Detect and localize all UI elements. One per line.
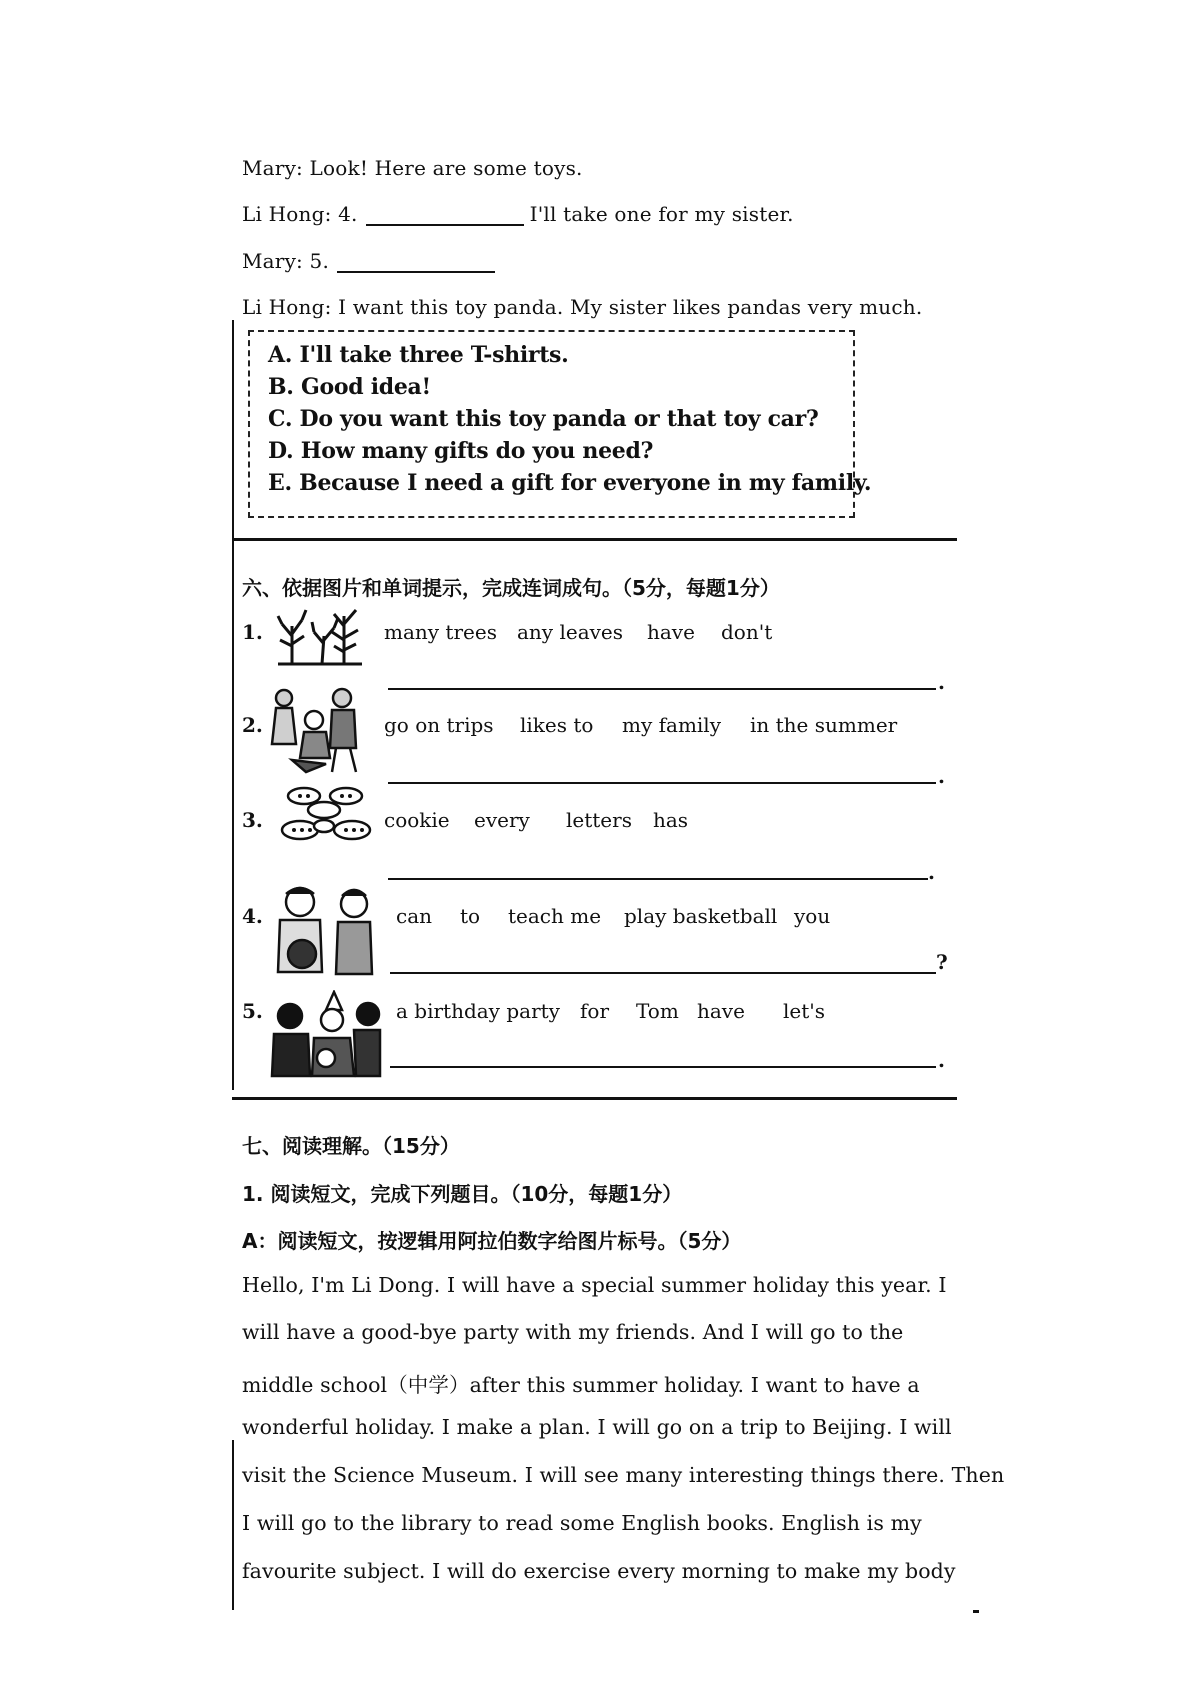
answer-blank-4[interactable] (366, 206, 524, 226)
birthday-party-picture (270, 990, 382, 1078)
dialogue-line-2 (242, 202, 794, 226)
basketball-kids-picture (266, 884, 378, 976)
item-3-end-mark: . (928, 860, 935, 884)
item-3-word-2: every (474, 808, 530, 832)
section-6-title: 六、依据图片和单词提示，完成连词成句。（5分，每题1分） (242, 576, 780, 600)
passage-line-2: will have a good-bye party with my friends. And I will go to the (242, 1320, 904, 1344)
cookies-picture (280, 786, 374, 842)
passage-line-4: wonderful holiday. I make a plan. I will go on a trip to Beijing. I will (242, 1415, 952, 1439)
item-1-end-mark: . (938, 670, 945, 694)
option-c: C. Do you want this toy panda or that toy car? (268, 406, 819, 432)
page-dot (973, 1610, 979, 1613)
left-margin-line-lower (232, 1440, 234, 1610)
option-d: D. How many gifts do you need? (268, 438, 654, 464)
section-divider-1 (232, 538, 957, 541)
dialogue-line-3 (242, 249, 501, 273)
section-7-title: 七、阅读理解。（15分） (242, 1134, 460, 1158)
item-5-end-mark: . (938, 1048, 945, 1072)
item-3-answer-line[interactable] (388, 878, 928, 880)
item-5-number: 5. (242, 999, 263, 1023)
item-2-number: 2. (242, 713, 263, 737)
item-1-answer-line[interactable] (388, 688, 936, 690)
section-divider-2 (232, 1097, 957, 1100)
item-5-word-3: Tom (636, 999, 679, 1023)
passage-line-6: I will go to the library to read some English books. English is my (242, 1511, 922, 1535)
option-a: A. I'll take three T-shirts. (268, 342, 569, 368)
item-3-number: 3. (242, 808, 263, 832)
item-1-word-4: don't (721, 620, 773, 644)
item-5-word-2: for (580, 999, 610, 1023)
item-2-end-mark: . (938, 764, 945, 788)
item-1-word-3: have (647, 620, 695, 644)
option-e: E. Because I need a gift for everyone in my family. (268, 470, 872, 496)
item-2-word-1: go on trips (384, 713, 494, 737)
item-4-number: 4. (242, 904, 263, 928)
left-margin-line (232, 320, 234, 1090)
dialogue-line-2-prefix: Li Hong: 4. (242, 202, 358, 226)
item-3-word-4: has (653, 808, 689, 832)
dialogue-line-3-prefix: Mary: 5. (242, 249, 330, 273)
item-5-word-5: let's (783, 999, 826, 1023)
section-7-sub-a: A：阅读短文，按逻辑用阿拉伯数字给图片标号。（5分） (242, 1229, 742, 1253)
passage-line-3: middle school（中学）after this summer holiday. I want to have a (242, 1373, 920, 1397)
dialogue-line-4: Li Hong: I want this toy panda. My sister likes pandas very much. (242, 295, 923, 319)
option-b: B. Good idea! (268, 374, 431, 400)
answer-blank-5[interactable] (337, 253, 495, 273)
item-5-answer-line[interactable] (390, 1066, 936, 1068)
item-4-end-mark: ? (936, 950, 948, 974)
item-1-word-2: any leaves (517, 620, 624, 644)
family-trip-picture (266, 684, 366, 776)
item-1-number: 1. (242, 620, 263, 644)
passage-line-1: Hello, I'm Li Dong. I will have a special summer holiday this year. I (242, 1273, 947, 1297)
dialogue-line-1: Mary: Look! Here are some toys. (242, 156, 583, 180)
dialogue-line-2-suffix: I'll take one for my sister. (529, 202, 794, 226)
passage-line-5: visit the Science Museum. I will see many interesting things there. Then (242, 1463, 1005, 1487)
item-2-word-3: my family (622, 713, 722, 737)
item-3-word-3: letters (566, 808, 632, 832)
item-2-answer-line[interactable] (388, 782, 936, 784)
item-2-word-4: in the summer (750, 713, 898, 737)
item-4-word-1: can (396, 904, 433, 928)
item-5-word-4: have (697, 999, 745, 1023)
item-4-word-2: to (460, 904, 481, 928)
trees-picture (274, 596, 364, 668)
item-3-word-1: cookie (384, 808, 450, 832)
item-4-word-4: play basketball (624, 904, 778, 928)
item-4-word-5: you (794, 904, 831, 928)
item-5-word-1: a birthday party (396, 999, 560, 1023)
passage-line-7: favourite subject. I will do exercise every morning to make my body (242, 1559, 956, 1583)
item-4-word-3: teach me (508, 904, 602, 928)
section-7-sub-1: 1. 阅读短文，完成下列题目。（10分，每题1分） (242, 1182, 683, 1206)
item-1-word-1: many trees (384, 620, 497, 644)
options-box (248, 330, 872, 518)
item-4-answer-line[interactable] (390, 972, 936, 974)
item-2-word-2: likes to (520, 713, 594, 737)
